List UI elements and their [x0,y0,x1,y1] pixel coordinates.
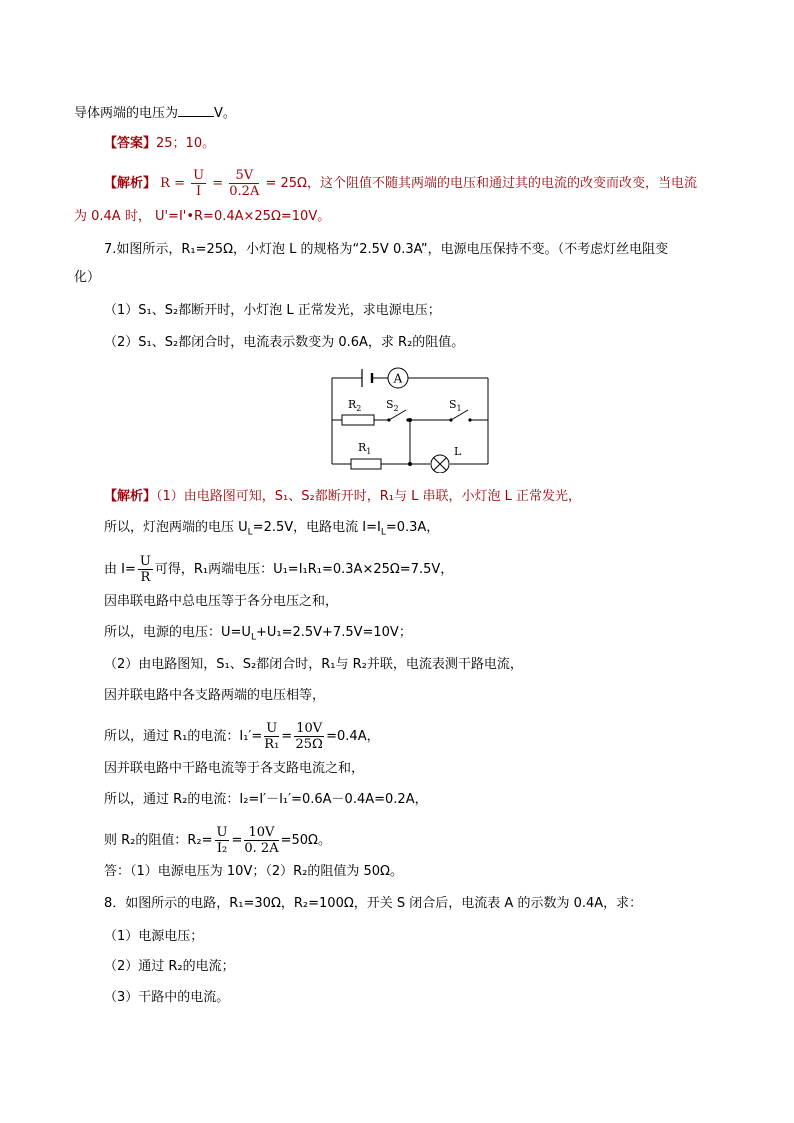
sol7-line-9: 因并联电路中干路电流等于各支路电流之和， [104,761,365,776]
sol7-text-8a: 所以，通过 R₁的电流：I₁′= [104,729,263,744]
answer-line [104,134,215,154]
sol7-line-11 [104,825,331,856]
sol7-text-3a: 由 I= [104,562,136,577]
sol7-line-4: 因串联电路中总电压等于各分电压之和， [104,594,339,609]
equals: = [281,729,293,744]
prev-question-text: 导体两端的电压为 [74,106,179,121]
frac-num: U [264,721,279,737]
fraction-u-over-i [191,168,206,199]
sol7-text-5a: 所以，电源的电压：U=U [104,625,251,640]
frac-den: R₁ [264,737,280,752]
r1-label: $R_1$ [358,441,372,456]
sol7-line-1 [104,487,581,507]
q7-part-2: （2）S₁、S₂都闭合时，电流表示数变为 0.6A，求 R₂的阻值。 [104,335,465,350]
sol7-answer: 答：（1）电源电压为 10V；（2）R₂的阻值为 50Ω。 [104,864,403,879]
equals: = [231,833,243,848]
q8-part-1: （1）电源电压； [104,929,204,944]
sol7-line-10: 所以，通过 R₂的电流：I₂=I′－I₁′=0.6A－0.4A=0.2A， [104,792,428,807]
sol7-text-2a: 所以，灯泡两端的电压 U [104,520,248,535]
q8-part-2: （2）通过 R₂的电流； [104,959,235,974]
sub-l: L [247,527,253,538]
analysis-label: 【解析】 [104,489,157,504]
answer-blank [178,102,214,117]
fraction-5v-over-02a [229,168,259,199]
sol7-text-1: （1）由电路图可知，S₁、S₂都断开时，R₁与 L 串联，小灯泡 L 正常发光， [156,489,581,504]
s2-label: $S_2$ [386,398,399,413]
sol7-line-5 [104,623,412,648]
prev-question-line [74,102,236,124]
sol7-line-7: 因并联电路中各支路两端的电压相等， [104,688,326,703]
sub-l: L [380,527,386,538]
frac-den: I₂ [216,841,228,856]
frac-num: 10V [244,825,278,841]
answer-label: 【答案】 [104,136,157,151]
sol7-text-11a: 则 R₂的阻值：R₂= [104,833,213,848]
fraction-u-over-r1 [264,721,279,752]
analysis-text-1: = 25Ω，这个阻值不随其两端的电压和通过其的电流的改变而改变，当电流 [265,176,697,191]
q7-stem-line-2: 化） [74,270,101,285]
circuit-diagram [320,358,495,473]
sol7-text-2c: =0.3A， [385,520,440,535]
battery-icon [362,369,372,387]
frac-num: 10V [296,721,323,736]
answer-text: 25；10。 [156,136,216,151]
ammeter-icon [388,368,408,388]
equals: = [212,176,224,191]
sol7-line-3 [104,554,453,585]
lamp-label: L [454,445,462,458]
q7-stem-line-1: 7.如图所示，R₁=25Ω，小灯泡 L 的规格为“2.5V 0.3A”，电源电压保持不变。（不考虑灯丝电阻变 [104,242,669,257]
q8-part-3: （3）干路中的电流。 [104,990,230,1005]
sol7-text-11b: =50Ω。 [280,833,331,848]
prev-question-unit: V。 [214,106,236,121]
s1-label: $S_1$ [449,398,462,413]
ammeter-label: A [393,371,403,386]
lamp-icon [431,455,449,473]
frac-den: 0.2A [229,184,260,199]
resistor-r1 [351,459,381,469]
frac-num: U [139,554,151,569]
sol7-line-6: （2）由电路图知，S₁、S₂都闭合时，R₁与 R₂并联，电流表测干路电流， [104,657,523,672]
fraction-10v-over-02a [244,825,278,856]
resistor-r2 [342,415,374,425]
frac-num: U [193,168,205,183]
q7-part-1: （1）S₁、S₂都断开时，小灯泡 L 正常发光，求电源电压； [104,303,441,318]
sol7-text-3b: 可得，R₁两端电压：U₁=I₁R₁=0.3A×25Ω=7.5V， [154,562,454,577]
fraction-10v-over-25ohm [294,721,324,752]
analysis-label: 【解析】 [104,176,157,191]
frac-den: I [196,184,202,199]
q8-stem: 8．如图所示的电路，R₁=30Ω，R₂=100Ω，开关 S 闭合后，电流表 A 的示数为 0.4A，求： [104,896,643,911]
frac-num: U [216,825,228,840]
frac-den: 25Ω [295,737,323,752]
sol7-text-2b: =2.5V，电路电流 I=I [252,520,381,535]
sol7-text-5b: +U₁=2.5V+7.5V=10V； [255,625,412,640]
sol7-line-2 [104,518,439,543]
fraction-u-over-i2 [215,825,230,856]
frac-num: 5V [229,168,259,184]
r2-label: $R_2$ [348,398,362,413]
analysis-line-2: 为 0.4A 时， U'=I'•R=0.4A×25Ω=10V。 [74,209,331,224]
sol7-text-8b: =0.4A， [326,729,380,744]
analysis-line-1 [104,168,697,199]
frac-den: R [140,570,151,585]
sub-l: L [250,632,256,643]
formula-r: R = [160,176,185,191]
fraction-u-over-r [138,554,153,585]
sol7-line-8 [104,721,380,752]
frac-den: 0. 2A [244,841,279,856]
